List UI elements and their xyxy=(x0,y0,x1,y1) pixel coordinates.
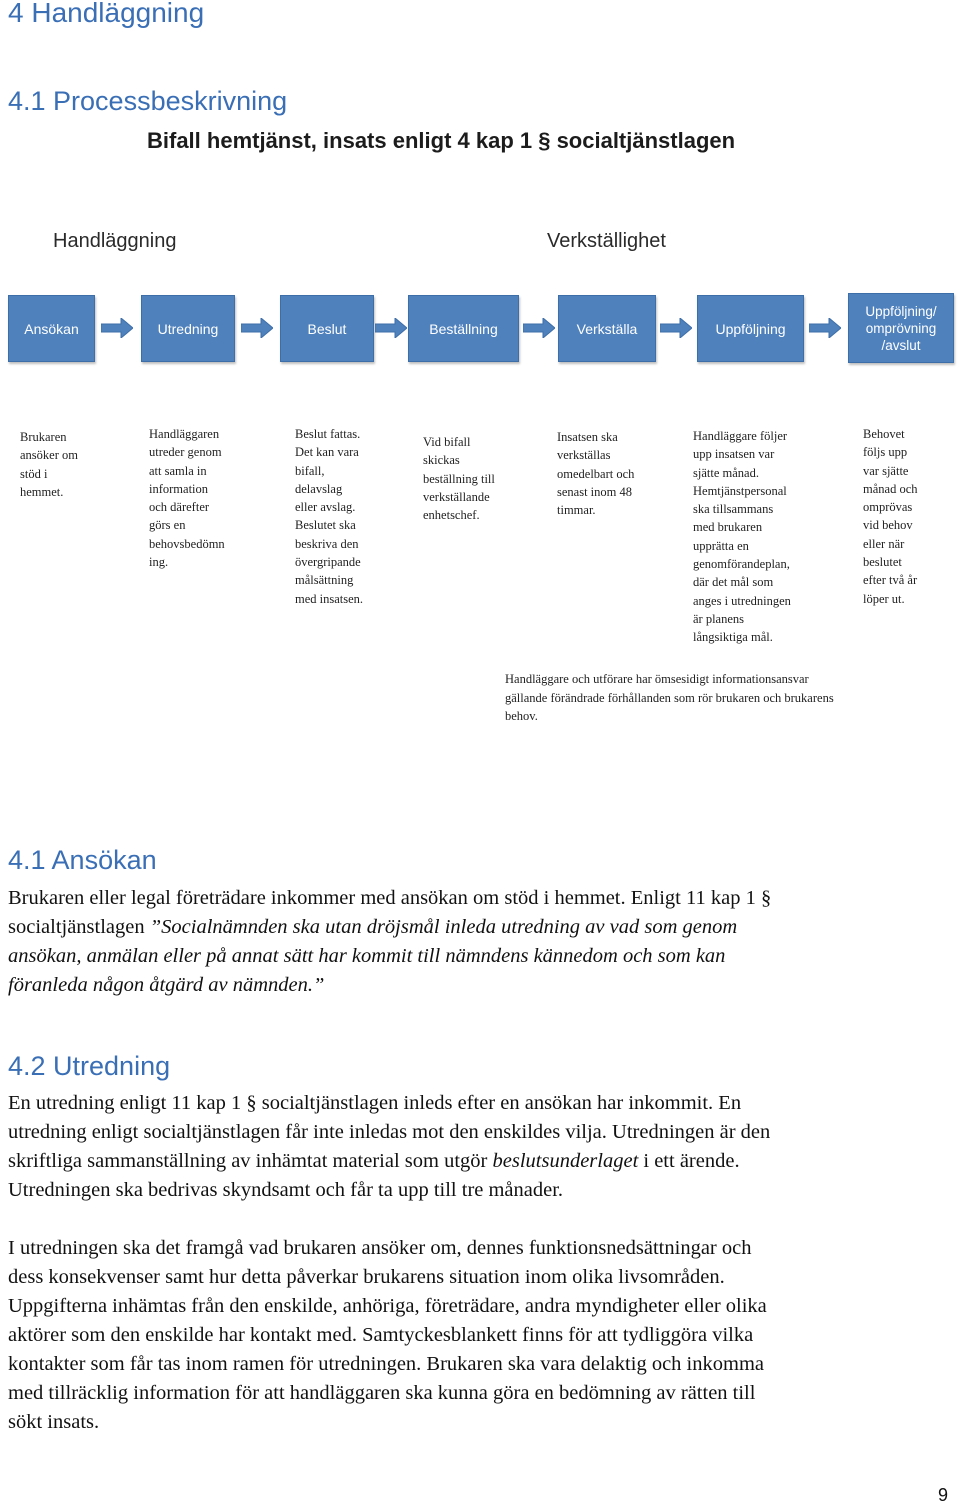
text-line xyxy=(8,913,953,942)
text-line: sökt insats. xyxy=(8,1411,100,1433)
text-line: Utredningen ska bedrivas skyndsamt och får ta upp till tre månader. xyxy=(8,1179,564,1201)
text-line: Brukaren eller legal företrädare inkommer med ansökan om stöd i hemmet. Enligt 11 kap 1 § xyxy=(8,887,772,909)
heading-handlaggning: 4 Handläggning xyxy=(8,0,205,28)
arrow-right-icon xyxy=(241,318,273,338)
step-desc-bestallning: Vid bifall skickas beställning till verkställande enhetschef. xyxy=(423,435,495,523)
step-box-verkstalla: Verkställa xyxy=(558,295,656,362)
step-box-ansokan: Ansökan xyxy=(8,295,95,362)
law-quote: ansökan, anmälan eller på annat sätt har kommit till nämndens kännedom och som kan xyxy=(8,945,726,967)
arrow-right-icon xyxy=(375,318,407,338)
step-box-uppfoljning: Uppföljning xyxy=(697,295,804,362)
step-desc-omprovning: Behovet följs upp var sjätte månad och omprövas vid behov eller när beslutet efter två år löper ut. xyxy=(863,427,918,606)
ansokan-paragraph xyxy=(8,884,953,1000)
text-line: utredning enligt socialtjänstlagen får inte inledas mot den enskildes vilja. Utredningen är den xyxy=(8,1121,771,1143)
law-quote: ”Socialnämnden ska utan dröjsmål inleda utredning av vad som genom xyxy=(149,916,738,938)
heading-utredning: 4.2 Utredning xyxy=(8,1051,171,1081)
arrow-right-icon xyxy=(660,318,692,338)
figure-note: Handläggare och utförare har ömsesidigt informationsansvar gällande förändrade förhållanden som rör brukaren och brukarens behov. xyxy=(505,672,834,723)
step-desc-utredning: Handläggaren utreder genom att samla in information och därefter görs en behovsbedömn ing. xyxy=(149,427,225,570)
text-span: skriftliga sammanställning av inhämtat material som utgör xyxy=(8,1150,493,1172)
text-line: aktörer som den enskilde har kontakt med. Samtyckesblankett finns för att tydliggöra vilka xyxy=(8,1324,754,1346)
law-quote: föranleda någon åtgärd av nämnden.” xyxy=(8,974,325,996)
phase-label-handlaggning: Handläggning xyxy=(53,230,177,252)
arrow-right-icon xyxy=(809,318,841,338)
step-box-beslut: Beslut xyxy=(280,295,374,362)
page-number: 9 xyxy=(937,1485,948,1505)
text-line: med tillräcklig information för att handläggaren ska kunna göra en bedömning av rätten till xyxy=(8,1382,756,1404)
text-line: kontakter som får tas inom ramen för utredningen. Brukaren ska vara delaktig och inkomma xyxy=(8,1353,764,1375)
step-box-omprovning: Uppföljning/ omprövning /avslut xyxy=(848,293,954,363)
emphasis-term: beslutsunderlaget xyxy=(492,1150,639,1172)
text-line: I utredningen ska det framgå vad brukaren ansöker om, dennes funktionsnedsättningar och xyxy=(8,1237,752,1259)
arrow-right-icon xyxy=(101,318,133,338)
text-line: dess konsekvenser samt hur detta påverkar brukarens situation inom olika livsområden. xyxy=(8,1266,725,1288)
text-line: En utredning enligt 11 kap 1 § socialtjänstlagen inleds efter en ansökan har inkommit. En xyxy=(8,1092,742,1114)
step-desc-uppfoljning: Handläggare följer upp insatsen var sjätte månad. Hemtjänstpersonal ska tillsammans med brukaren upprätta en genomförandeplan, där det mål som anges i utredningen är planens långsiktiga mål. xyxy=(693,429,791,645)
step-desc-beslut: Beslut fattas. Det kan vara bifall, delavslag eller avslag. Beslutet ska beskriva den övergripande målsättning med insatsen. xyxy=(295,427,364,606)
text-line: Uppgifterna inhämtas från den enskilde, anhöriga, företrädare, andra myndigheter eller olika xyxy=(8,1295,767,1317)
figure-title: Bifall hemtjänst, insats enligt 4 kap 1 § socialtjänstlagen xyxy=(147,128,736,153)
heading-ansokan: 4.1 Ansökan xyxy=(8,845,157,875)
text-line xyxy=(8,1147,953,1176)
arrow-right-icon xyxy=(523,318,555,338)
step-desc-ansokan: Brukaren ansöker om stöd i hemmet. xyxy=(20,430,78,499)
utredning-paragraph-2 xyxy=(8,1234,953,1437)
phase-label-verkstallighet: Verkställighet xyxy=(547,230,666,252)
step-box-utredning: Utredning xyxy=(141,295,235,362)
text-span: i ett ärende. xyxy=(638,1150,740,1172)
utredning-paragraph-1 xyxy=(8,1089,953,1205)
text-span: socialtjänstlagen xyxy=(8,916,150,938)
step-desc-verkstalla: Insatsen ska verkställas omedelbart och senast inom 48 timmar. xyxy=(557,430,635,518)
step-box-bestallning: Beställning xyxy=(408,295,519,362)
heading-processbeskrivning: 4.1 Processbeskrivning xyxy=(8,86,288,116)
